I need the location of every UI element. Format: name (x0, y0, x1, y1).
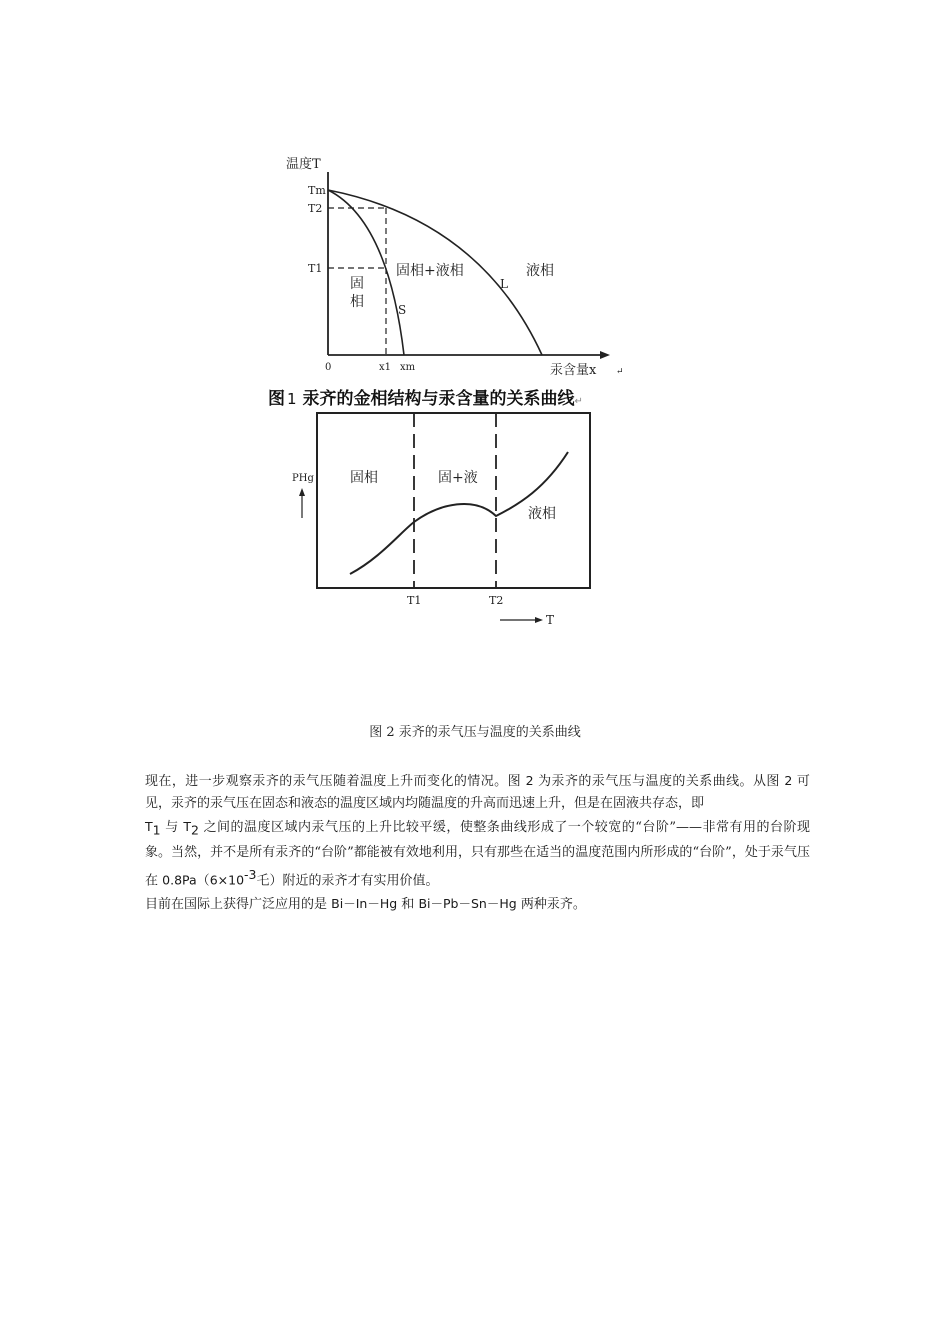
caption-number: 1 (287, 390, 297, 408)
tick-x1: x1 (379, 362, 392, 373)
superscript: -3 (244, 867, 257, 883)
caption-text: 汞齐的金相结构与汞含量的关系曲线 (302, 389, 575, 409)
x-axis-label: 汞含量x (550, 363, 597, 378)
text-run: 可见，汞齐的汞气压在固态和液态的温度区域内均随温度的升高而迅速上升，但是在固液共存态，即 (145, 774, 810, 812)
text-run: 之间的温度区域内汞气压的上升比较平缓，使整条曲线形成了一个较宽的“台阶”——非常有用的台阶现象。当然，并不是所有汞齐的“台阶”都能被有效地利用，只有那些在适当的温度范围内所形成的“台阶”，处于汞气压在 (145, 819, 810, 889)
label-s: S (398, 303, 407, 317)
region-liquid: 液相 (526, 263, 554, 279)
tick-xm: xm (400, 362, 416, 373)
x-arrow-label: T (546, 613, 555, 627)
y-axis-label: PHg (292, 473, 314, 484)
label-l: L (500, 277, 508, 291)
vapor-pressure-chart (290, 408, 610, 633)
figure-1 (270, 150, 630, 382)
text-run: 0.8Pa (162, 872, 197, 888)
tick-t1: T1 (308, 262, 323, 275)
return-mark: ↵ (616, 367, 624, 377)
tick-0: 0 (325, 362, 332, 373)
region-liquid: 液相 (528, 506, 556, 522)
text-run: 和 (401, 897, 415, 912)
x-axis-arrow-icon (600, 351, 610, 359)
text-run: 乇）附近的汞齐才有实用价值。 (256, 873, 439, 889)
text-run: Bi－In－Hg (331, 896, 398, 911)
region-mixed: 固相+液相 (396, 263, 464, 279)
text-run: 目前在国际上获得广泛应用的是 (145, 897, 328, 912)
curve-s (328, 190, 407, 355)
body-paragraph (145, 770, 810, 893)
plot-frame (317, 413, 590, 588)
tick-t2: T2 (489, 594, 504, 607)
subscript: 2 (190, 822, 199, 838)
text-run: 2 (784, 773, 793, 788)
text-run: 图 (507, 774, 522, 789)
text-run: 6×10 (209, 872, 245, 888)
tick-t1: T1 (407, 594, 422, 607)
subscript: 1 (152, 822, 161, 838)
y-arrow-icon (299, 488, 305, 496)
region-mixed: 固+液 (438, 470, 478, 486)
text-run: （ (196, 873, 210, 889)
return-mark: ↵ (574, 396, 583, 407)
body-paragraph-2 (145, 893, 810, 916)
text-run: Bi－Pb－Sn－Hg (418, 896, 517, 911)
figure-2-caption: 图 2 汞齐的汞气压与温度的关系曲线 (369, 725, 581, 740)
caption-prefix: 图 (268, 389, 285, 409)
text-run: T (145, 818, 153, 834)
y-axis-label: 温度T (286, 157, 321, 172)
text-run: 2 (525, 773, 534, 788)
text-run: 现在，进一步观察汞齐的汞气压随着温度上升而变化的情况。 (145, 774, 508, 789)
text-run: 为汞齐的汞气压与温度的关系曲线。从图 (538, 774, 780, 789)
x-arrow-icon (535, 617, 543, 623)
text-run: 与 (165, 819, 179, 835)
region-solid: 固相 (350, 470, 378, 486)
region-solid-1: 固 (350, 276, 364, 292)
text-run: T (183, 818, 191, 834)
region-solid-2: 相 (350, 294, 364, 310)
figure-2 (290, 408, 610, 633)
tick-tm: Tm (308, 184, 326, 197)
figure-1-caption (268, 384, 688, 409)
tick-t2: T2 (308, 202, 323, 215)
phase-diagram (270, 150, 630, 382)
text-run: 两种汞齐。 (520, 897, 586, 912)
